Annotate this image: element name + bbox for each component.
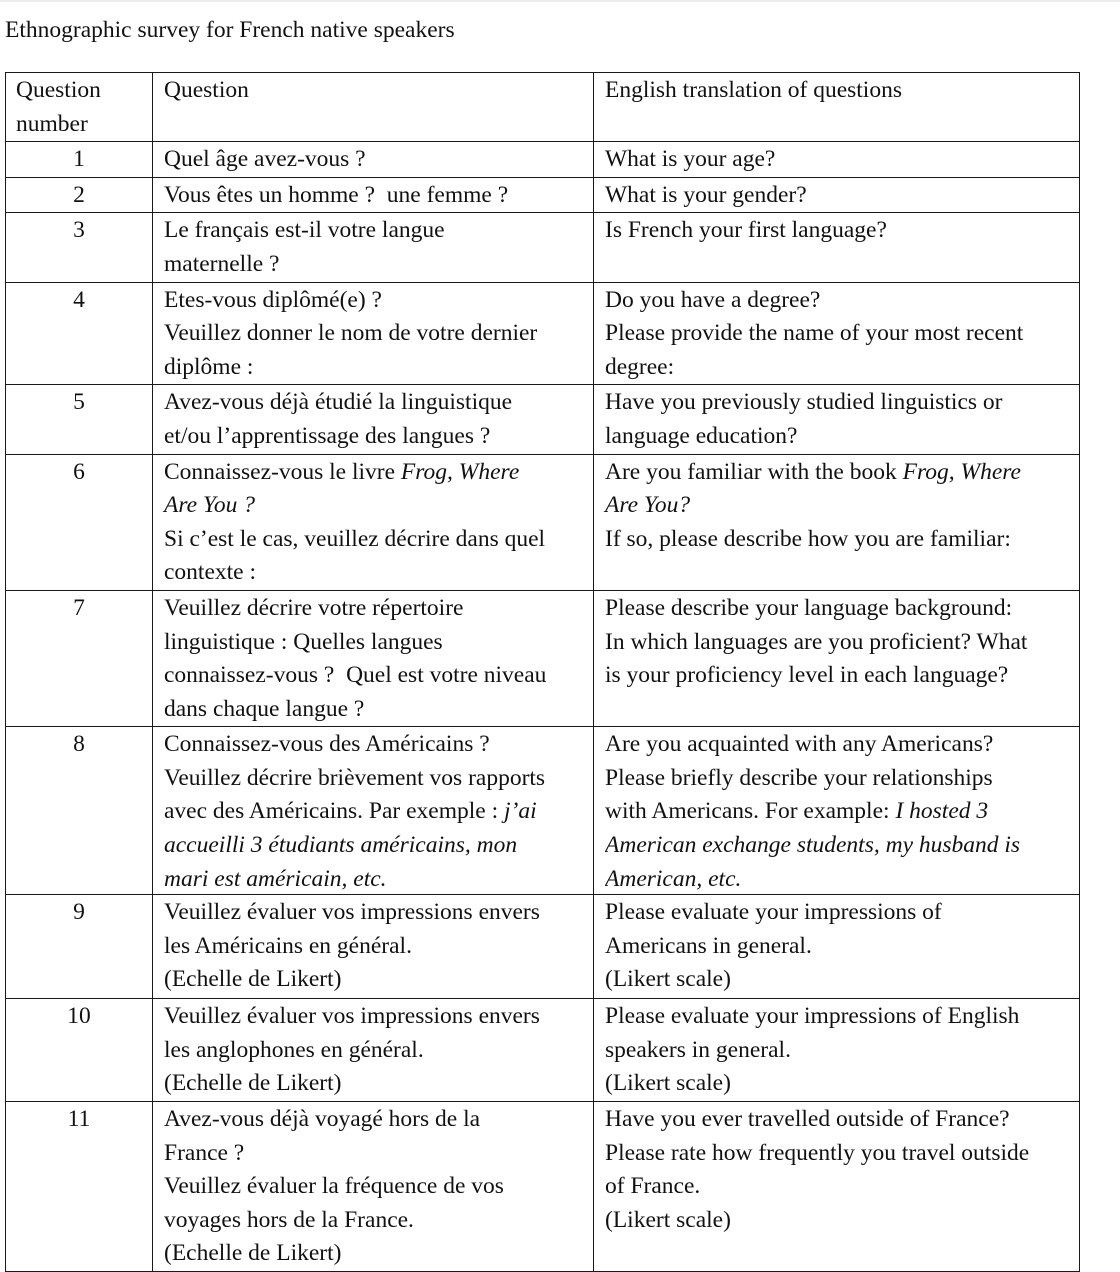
table-row: [6, 895, 1080, 999]
question-number-cell: 7: [6, 590, 153, 726]
english-translation-cell: What is your gender?: [594, 177, 1080, 213]
french-question-cell: Etes-vous diplômé(e) ? Veuillez donner le nom de votre dernier diplôme :: [153, 282, 594, 385]
table-row: [6, 385, 1080, 454]
survey-table: [5, 72, 1080, 1272]
french-question-cell: Le français est-il votre langue maternelle ?: [153, 213, 594, 282]
french-question-cell: Avez-vous déjà étudié la linguistique et/ou l’apprentissage des langues ?: [153, 385, 594, 454]
question-number-cell: 6: [6, 454, 153, 590]
table-row: [6, 142, 1080, 178]
header-number-line-2: number: [16, 110, 88, 137]
book-title: Frog, Where: [400, 458, 520, 485]
question-number-cell: 5: [6, 385, 153, 454]
english-translation-cell: Please evaluate your impressions of Americans in general. (Likert scale): [594, 895, 1080, 999]
french-question-cell: Quel âge avez-vous ?: [153, 142, 594, 178]
table-row: [6, 727, 1080, 895]
question-number-cell: 8: [6, 727, 153, 895]
question-number-cell: 11: [6, 1102, 153, 1272]
question-number-cell: 4: [6, 282, 153, 385]
question-number-cell: 1: [6, 142, 153, 178]
header-english-translation: English translation of questions: [594, 73, 1080, 142]
question-number-cell: 9: [6, 895, 153, 999]
header-question-number: [6, 73, 153, 142]
table-row: [6, 590, 1080, 726]
english-translation-cell: Do you have a degree? Please provide the name of your most recent degree:: [594, 282, 1080, 385]
english-translation-cell: Are you acquainted with any Americans? Please briefly describe your relationships with Americans. For example: I hosted 3 American exchange students, my husband is American, etc.: [594, 727, 1080, 895]
book-title: Are You ?: [164, 492, 255, 519]
english-translation-cell: Have you ever travelled outside of France? Please rate how frequently you travel outside of France. (Likert scale): [594, 1102, 1080, 1272]
book-title: Are You?: [605, 492, 691, 519]
table-row: [6, 177, 1080, 213]
table-row: [6, 999, 1080, 1102]
top-border-line: [0, 0, 1120, 2]
english-translation-cell: What is your age?: [594, 142, 1080, 178]
question-number-cell: 2: [6, 177, 153, 213]
table-row: [6, 1102, 1080, 1272]
question-number-cell: 10: [6, 999, 153, 1102]
table-row: [6, 213, 1080, 282]
french-question-cell: Connaissez-vous des Américains ? Veuillez décrire brièvement vos rapports avec des Américains. Par exemple : j’ai accueilli 3 étudiants américains, mon mari est américain, etc.: [153, 727, 594, 895]
english-translation-cell: Please describe your language background: In which languages are you proficient? What is your proficiency level in each language?: [594, 590, 1080, 726]
french-question-cell: Veuillez évaluer vos impressions envers les Américains en général. (Echelle de Likert): [153, 895, 594, 999]
english-translation-cell: Have you previously studied linguistics or language education?: [594, 385, 1080, 454]
french-question-cell: Avez-vous déjà voyagé hors de la France ? Veuillez évaluer la fréquence de vos voyages hors de la France. (Echelle de Likert): [153, 1102, 594, 1272]
english-translation-cell: Are you familiar with the book Frog, Where Are You? If so, please describe how you are familiar:: [594, 454, 1080, 590]
table-row: [6, 282, 1080, 385]
question-number-cell: 3: [6, 213, 153, 282]
french-question-cell: Connaissez-vous le livre Frog, Where Are You ? Si c’est le cas, veuillez décrire dans quel contexte :: [153, 454, 594, 590]
table-row: [6, 454, 1080, 590]
french-question-cell: Veuillez décrire votre répertoire linguistique : Quelles langues connaissez-vous ? Quel est votre niveau dans chaque langue ?: [153, 590, 594, 726]
french-question-cell: Veuillez évaluer vos impressions envers les anglophones en général. (Echelle de Likert): [153, 999, 594, 1102]
header-number-line-1: Question: [16, 77, 101, 103]
english-translation-cell: Please evaluate your impressions of English speakers in general. (Likert scale): [594, 999, 1080, 1102]
header-question: Question: [153, 73, 594, 142]
french-question-cell: Vous êtes un homme ? une femme ?: [153, 177, 594, 213]
book-title: Frog, Where: [902, 458, 1021, 485]
header-row: [6, 73, 1080, 142]
english-translation-cell: Is French your first language?: [594, 213, 1080, 282]
document-title: Ethnographic survey for French native speakers: [5, 17, 455, 43]
